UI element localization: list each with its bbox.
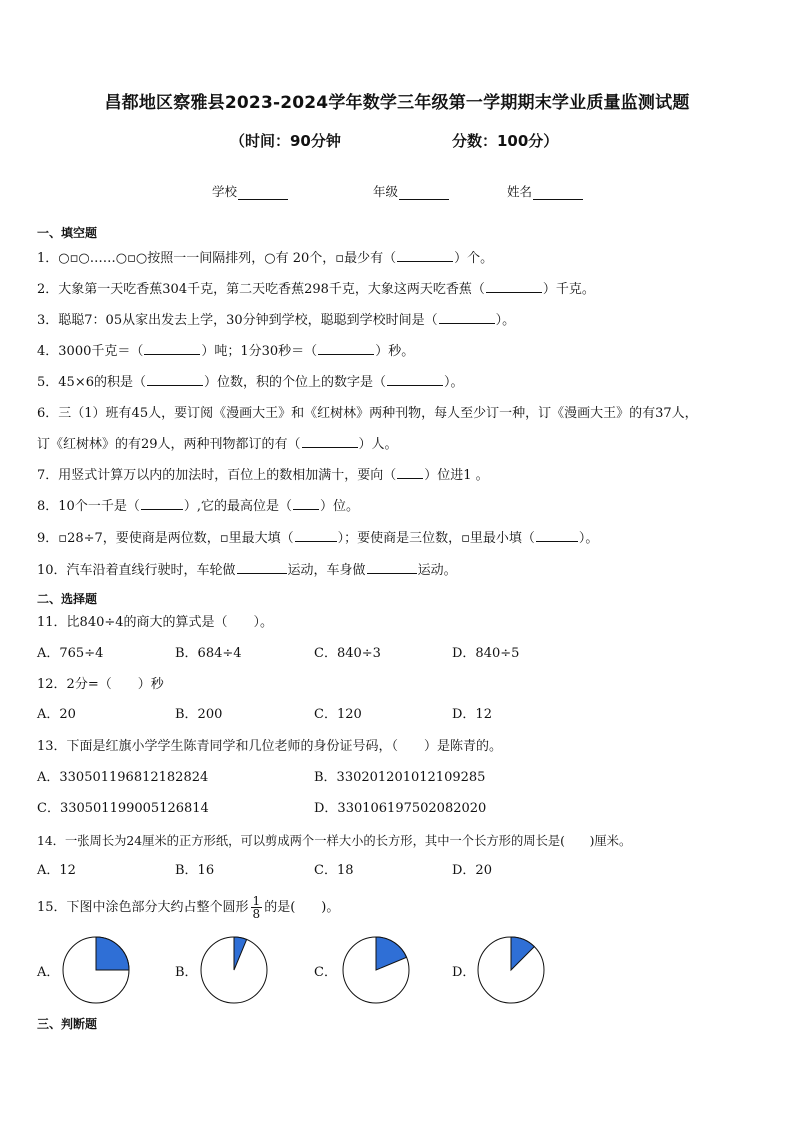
question-7: 7．用竖式计算万以内的加法时，百位上的数相加满十，要向（ ）位进1 。 — [37, 468, 489, 483]
grade-label: 年级 — [373, 184, 399, 199]
question-8: 8．10个一千是（ ）,它的最高位是（ ）位。 — [37, 499, 359, 514]
answer-blank — [141, 498, 183, 510]
question-5: 5．45×6的积是（ ）位数，积的个位上的数字是（ ）。 — [37, 375, 464, 390]
q15-option-c-label: C． — [314, 965, 337, 980]
question-10: 10．汽车沿着直线行驶时，车轮做 运动，车身做 运动。 — [37, 563, 457, 578]
q11-option-c: C．840÷3 — [314, 646, 381, 661]
question-2: 2．大象第一天吃香蕉304千克，第二天吃香蕉298千克，大象这两天吃香蕉（ ）千克。 — [37, 282, 595, 297]
q11-option-d: D．840÷5 — [452, 646, 520, 661]
q13-option-c: C．330501199005126814 — [37, 801, 209, 816]
pie-option-c — [341, 935, 411, 1005]
question-4: 4．3000千克＝（ ）吨；1分30秒＝（ ）秒。 — [37, 344, 415, 359]
section-fill: 一、填空题 — [37, 226, 98, 240]
q14-option-c: C．18 — [314, 863, 354, 878]
school-field — [212, 182, 288, 200]
answer-blank — [397, 467, 423, 479]
pie-shaded-sector — [96, 937, 129, 970]
question-11: 11．比840÷4的商大的算式是（ ）。 — [37, 615, 274, 630]
q14-option-b: B．16 — [175, 863, 215, 878]
pie-option-b — [199, 935, 269, 1005]
name-field — [507, 182, 583, 200]
q15-option-a-label: A． — [37, 965, 60, 980]
name-label: 姓名 — [507, 184, 533, 199]
answer-blank — [318, 343, 374, 355]
q11-option-a: A．765÷4 — [37, 646, 104, 661]
q12-option-c: C．120 — [314, 707, 362, 722]
answer-blank — [439, 312, 495, 324]
answer-blank — [302, 436, 358, 448]
pie-option-d — [476, 935, 546, 1005]
exam-title: 昌都地区察雅县2023-2024学年数学三年级第一学期期末学业质量监测试题 — [104, 93, 690, 113]
question-3: 3．聪聪7：05从家出发去上学，30分钟到学校，聪聪到学校时间是（ ）。 — [37, 313, 516, 328]
school-label: 学校 — [212, 184, 238, 199]
name-blank — [533, 187, 583, 200]
section-choice: 二、选择题 — [37, 592, 98, 606]
answer-blank — [486, 281, 542, 293]
question-9: 9．▫28÷7，要使商是两位数，▫里最大填（ ）；要使商是三位数，▫里最小填（ ）。 — [37, 531, 599, 546]
q15-option-b-label: B． — [175, 965, 198, 980]
answer-blank — [536, 530, 578, 542]
q13-option-a: A．330501196812182824 — [37, 770, 209, 785]
exam-score: 分数：100分） — [452, 132, 559, 150]
section-judge: 三、判断题 — [37, 1017, 98, 1031]
q13-option-d: D．330106197502082020 — [314, 801, 487, 816]
q12-option-d: D．12 — [452, 707, 492, 722]
answer-blank — [144, 343, 200, 355]
grade-blank — [399, 187, 449, 200]
answer-blank — [387, 374, 443, 386]
answer-blank — [367, 562, 417, 574]
q14-option-a: A．12 — [37, 863, 76, 878]
question-15: 15．下图中涂色部分大约占整个圆形 $\frac{1}{8}$ 的是( )。 — [37, 894, 340, 921]
q11-option-b: B．684÷4 — [175, 646, 242, 661]
answer-blank — [147, 374, 203, 386]
question-1: 1．○▫○……○▫○按照一一间隔排列，○有 20个，▫最少有（ ）个。 — [37, 251, 494, 266]
answer-blank — [293, 498, 319, 510]
question-6-line2: 订《红树林》的有29人，两种刊物都订的有（ ）人。 — [37, 437, 398, 452]
answer-blank — [295, 530, 337, 542]
grade-field — [373, 182, 449, 200]
q12-option-b: B．200 — [175, 707, 223, 722]
answer-blank — [397, 250, 453, 262]
question-14: 14．一张周长为24厘米的正方形纸，可以剪成两个一样大小的长方形，其中一个长方形的周长是( )厘米。 — [37, 834, 632, 848]
answer-blank — [237, 562, 287, 574]
q15-option-d-label: D． — [452, 965, 476, 980]
q12-option-a: A．20 — [37, 707, 76, 722]
question-12: 12．2分=（ ）秒 — [37, 677, 164, 692]
question-6-line1: 6．三（1）班有45人，要订阅《漫画大王》和《红树林》两种刊物，每人至少订一种，订《漫画大王》的有37人， — [37, 406, 698, 421]
pie-option-a — [61, 935, 131, 1005]
fraction-one-eighth: $\frac{1}{8}$ — [252, 894, 261, 921]
school-blank — [238, 187, 288, 200]
q14-option-d: D．20 — [452, 863, 492, 878]
exam-time: （时间：90分钟 — [230, 132, 341, 150]
q13-option-b: B．330201201012109285 — [314, 770, 486, 785]
question-13: 13．下面是红旗小学学生陈青同学和几位老师的身份证号码，（ ）是陈青的。 — [37, 739, 503, 754]
